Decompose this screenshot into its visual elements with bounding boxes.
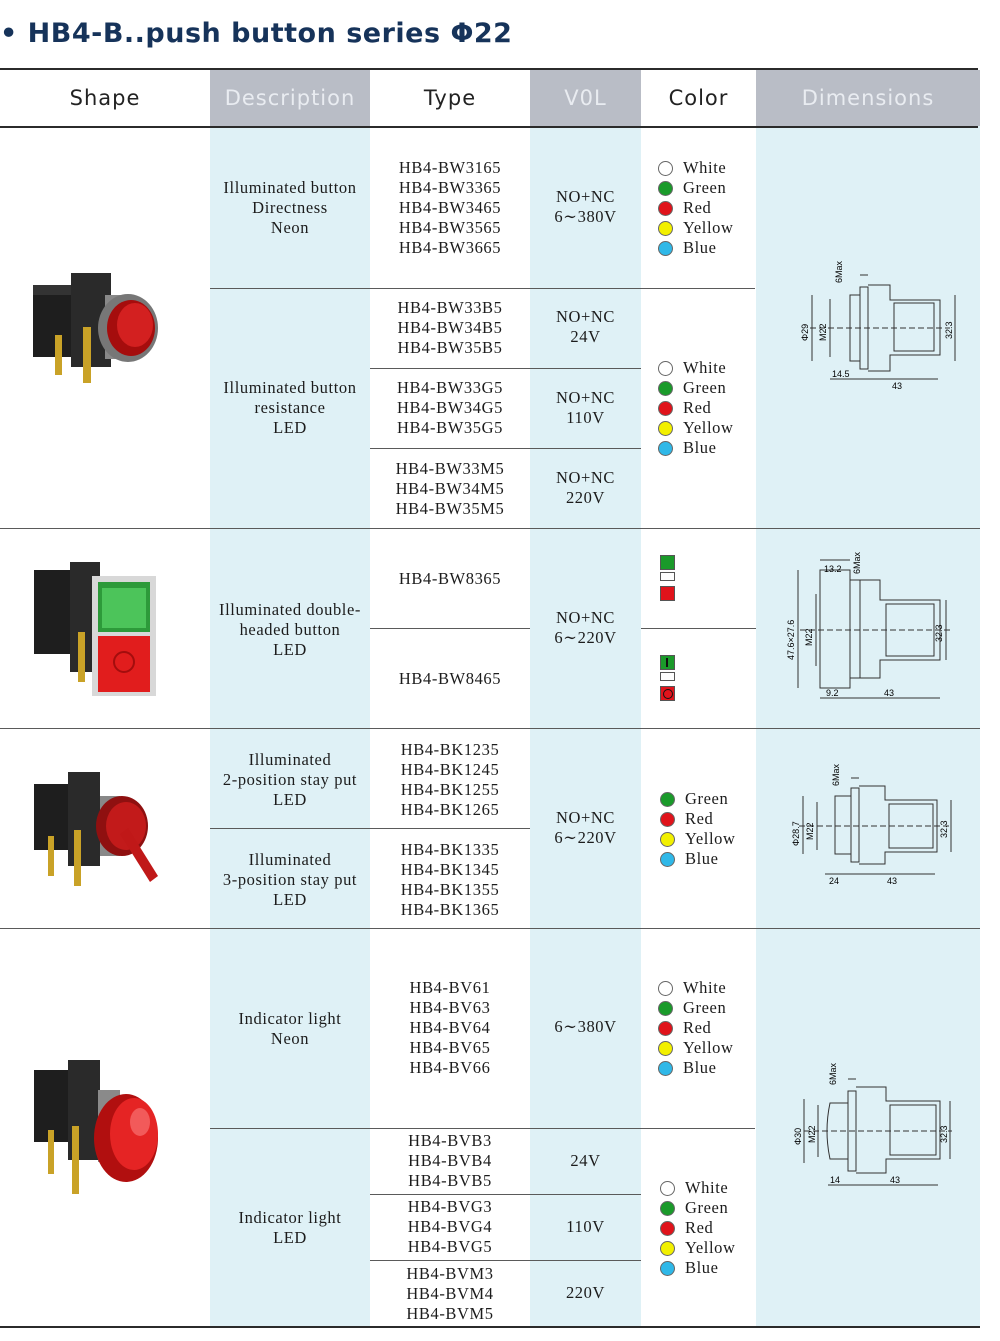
color-dot-icon — [658, 1001, 673, 1016]
color-label: Red — [683, 1018, 712, 1037]
header-shape — [0, 70, 210, 126]
double-headed-button-image — [30, 562, 165, 702]
type-code: HB4-BV64 — [409, 1018, 491, 1037]
header-color — [641, 70, 756, 126]
vol-cell — [530, 306, 641, 348]
color-list — [658, 976, 734, 1080]
bottom-rule — [0, 1326, 980, 1328]
color-item — [660, 1178, 736, 1198]
description-cell — [210, 748, 370, 812]
color-dot-icon — [658, 1061, 673, 1076]
color-label: Green — [683, 178, 727, 197]
type-code: HB4-BVG5 — [407, 1237, 493, 1256]
type-code: HB4-BW34B5 — [397, 318, 503, 337]
description-line: LED — [273, 1228, 307, 1247]
description-line: Directness — [252, 198, 328, 217]
color-item — [658, 998, 734, 1018]
type-code: HB4-BK1235 — [400, 740, 500, 759]
green-square-icon — [660, 555, 675, 570]
type-cell — [370, 376, 530, 440]
color-dot-icon — [658, 161, 673, 176]
color-item — [658, 1058, 734, 1078]
color-dot-icon — [658, 421, 673, 436]
color-label: Green — [683, 378, 727, 397]
description-line: Indicator light — [238, 1208, 342, 1227]
color-label: Yellow — [685, 1238, 736, 1257]
color-item — [660, 809, 736, 829]
type-code: HB4-BK1335 — [400, 840, 500, 859]
header-description — [210, 70, 370, 126]
vol-line: NO+NC — [555, 808, 616, 827]
type-code: HB4-BW34M5 — [395, 479, 505, 498]
color-list — [658, 356, 734, 460]
color-dot-icon — [660, 1241, 675, 1256]
vol-line: 110V — [566, 1217, 605, 1236]
vol-line: 24V — [570, 1151, 601, 1170]
type-code: HB4-BW3465 — [398, 198, 502, 217]
dim-label: 14.5 — [832, 369, 850, 379]
type-code: HB4-BK1245 — [400, 760, 500, 779]
type-cell — [370, 156, 530, 260]
color-label: White — [685, 1178, 729, 1197]
dim-label: 32.3 — [939, 820, 949, 838]
type-code: HB4-BW3665 — [398, 238, 502, 257]
type-cell — [370, 668, 530, 690]
page-title-text: HB4-B..push button series Φ22 — [27, 18, 513, 49]
type-code: HB4-BW3165 — [398, 158, 502, 177]
color-item — [660, 1198, 736, 1218]
type-code: HB4-BW33B5 — [397, 298, 503, 317]
type-code: HB4-BK1345 — [400, 860, 500, 879]
type-code: HB4-BW33M5 — [395, 459, 505, 478]
type-cell — [370, 1130, 530, 1192]
header-rule — [0, 126, 978, 128]
vol-line: 6∼380V — [554, 207, 617, 226]
color-item — [658, 158, 734, 178]
color-dot-icon — [658, 401, 673, 416]
dim-label: Φ30 — [793, 1127, 803, 1145]
type-code: HB4-BVB5 — [408, 1171, 492, 1190]
color-item — [660, 789, 736, 809]
color-item — [660, 849, 736, 869]
description-line: Neon — [270, 218, 310, 237]
color-label: Blue — [683, 1058, 717, 1077]
color-dot-icon — [658, 201, 673, 216]
dim-label: 43 — [892, 381, 903, 391]
subrow-separator — [370, 448, 641, 449]
type-code: HB4-BV66 — [409, 1058, 491, 1077]
dimension-drawing — [790, 255, 970, 395]
type-cell — [370, 568, 530, 590]
subrow-separator — [210, 1128, 755, 1129]
vol-line: 6∼220V — [554, 828, 617, 847]
color-dot-icon — [658, 181, 673, 196]
color-item — [658, 438, 734, 458]
vol-line: NO+NC — [555, 307, 616, 326]
dim-label: 14 — [830, 1175, 841, 1185]
type-code: HB4-BV63 — [409, 998, 491, 1017]
bar-mark-icon — [666, 658, 668, 667]
dim-label: M22 — [805, 822, 815, 840]
type-code: HB4-BVM4 — [406, 1284, 494, 1303]
color-list — [658, 156, 734, 260]
description-line: Illuminated — [248, 750, 332, 769]
selector-switch-image — [30, 770, 170, 895]
color-item — [658, 378, 734, 398]
vol-cell — [530, 1150, 641, 1172]
color-dot-icon — [660, 1221, 675, 1236]
type-code: HB4-BW8465 — [398, 669, 502, 688]
type-cell — [370, 976, 530, 1080]
dim-label: 13.2 — [824, 564, 842, 574]
type-code: HB4-BW35M5 — [395, 499, 505, 518]
color-dot-icon — [660, 792, 675, 807]
description-line: LED — [273, 640, 307, 659]
description-line: resistance — [254, 398, 326, 417]
description-line: Illuminated double- — [219, 600, 361, 619]
type-code: HB4-BW33G5 — [397, 378, 503, 397]
color-dot-icon — [660, 832, 675, 847]
type-code: HB4-BW8365 — [398, 569, 502, 588]
dim-label: M22 — [804, 628, 814, 646]
vol-cell — [530, 1016, 641, 1038]
type-code: HB4-BW34G5 — [397, 398, 503, 417]
description-line: Neon — [270, 1029, 310, 1048]
color-label: Red — [683, 198, 712, 217]
color-dot-icon — [660, 1201, 675, 1216]
group-separator — [0, 528, 980, 529]
description-cell — [210, 598, 370, 662]
color-label: White — [683, 158, 727, 177]
group-separator — [0, 728, 980, 729]
description-line: Indicator light — [238, 1009, 342, 1028]
type-cell — [370, 296, 530, 360]
description-cell — [210, 1008, 370, 1050]
dim-label: M22 — [818, 323, 828, 341]
description-line: Illuminated button — [223, 178, 357, 197]
dim-label: 6Max — [828, 1062, 838, 1085]
color-label: Yellow — [683, 418, 734, 437]
color-label: Red — [685, 809, 714, 828]
description-cell — [210, 848, 370, 912]
vol-cell — [530, 807, 641, 849]
type-code: HB4-BK1255 — [400, 780, 500, 799]
dim-label: 43 — [887, 876, 898, 886]
description-line: LED — [273, 418, 307, 437]
color-label: Green — [685, 789, 729, 808]
subrow-separator — [641, 628, 756, 629]
dimension-drawing — [790, 1055, 970, 1195]
color-label: Green — [685, 1198, 729, 1217]
description-line: 2-position stay put — [222, 770, 358, 789]
type-code: HB4-BW3365 — [398, 178, 502, 197]
color-label: Blue — [685, 1258, 719, 1277]
color-item — [658, 238, 734, 258]
color-item — [658, 358, 734, 378]
color-dot-icon — [660, 812, 675, 827]
vol-line: 6∼220V — [554, 628, 617, 647]
dim-label: 32.3 — [939, 1125, 949, 1143]
description-line: 3-position stay put — [222, 870, 358, 889]
type-cell — [370, 457, 530, 521]
band-vol — [530, 70, 641, 1326]
header-color-label: Color — [668, 86, 729, 110]
color-dot-icon — [658, 361, 673, 376]
color-dot-icon — [658, 981, 673, 996]
dim-label: 9.2 — [826, 688, 839, 698]
color-dot-icon — [658, 381, 673, 396]
subrow-separator — [370, 1194, 641, 1195]
type-code: HB4-BVB4 — [408, 1151, 492, 1170]
white-square-icon — [660, 672, 675, 681]
type-code: HB4-BVM5 — [406, 1304, 494, 1323]
type-code: HB4-BW3565 — [398, 218, 502, 237]
description-line: Illuminated — [248, 850, 332, 869]
dim-label: Φ29 — [800, 323, 810, 341]
vol-cell — [530, 186, 641, 228]
vol-line: 6∼380V — [554, 1017, 617, 1036]
type-code: HB4-BVB3 — [408, 1131, 492, 1150]
dim-label: 24 — [829, 876, 840, 886]
color-dot-icon — [658, 1021, 673, 1036]
type-cell — [370, 1263, 530, 1325]
type-code: HB4-BK1355 — [400, 880, 500, 899]
header-description-label: Description — [224, 86, 356, 110]
vol-cell — [530, 607, 641, 649]
color-item — [658, 198, 734, 218]
header-type-label: Type — [423, 86, 477, 110]
color-item — [658, 1038, 734, 1058]
vol-line: NO+NC — [555, 468, 616, 487]
color-label: Yellow — [683, 1038, 734, 1057]
color-label: Red — [683, 398, 712, 417]
color-label: Blue — [683, 238, 717, 257]
color-label: Red — [685, 1218, 714, 1237]
dimension-drawing — [785, 760, 965, 890]
type-code: HB4-BW35B5 — [397, 338, 503, 357]
circle-mark-icon — [663, 689, 673, 699]
color-label: Blue — [683, 438, 717, 457]
subrow-separator — [370, 368, 641, 369]
dim-label: M22 — [807, 1125, 817, 1143]
dim-label: 32.3 — [934, 624, 944, 642]
vol-line: 110V — [566, 408, 605, 427]
dim-label: 43 — [890, 1175, 901, 1185]
header-vol — [530, 70, 641, 126]
vol-cell — [530, 387, 641, 429]
color-dot-icon — [660, 1181, 675, 1196]
color-list — [660, 788, 736, 870]
red-square-icon — [660, 586, 675, 601]
vol-line: 220V — [565, 1283, 606, 1302]
color-item — [660, 1238, 736, 1258]
white-square-icon — [660, 572, 675, 581]
color-item — [658, 178, 734, 198]
color-item — [660, 829, 736, 849]
color-item — [660, 1218, 736, 1238]
description-line: LED — [273, 890, 307, 909]
color-dot-icon — [658, 221, 673, 236]
color-item — [660, 1258, 736, 1278]
color-label: White — [683, 358, 727, 377]
header-type — [370, 70, 530, 126]
dim-label: 6Max — [834, 260, 844, 283]
description-line: Illuminated button — [223, 378, 357, 397]
dim-label: 32.3 — [944, 321, 954, 339]
description-cell — [210, 348, 370, 468]
group-separator — [0, 928, 980, 929]
dim-label: Φ28.7 — [791, 821, 801, 846]
description-line: LED — [273, 790, 307, 809]
type-code: HB4-BVM3 — [406, 1264, 494, 1283]
title-bullet: • — [0, 18, 28, 49]
subrow-separator — [210, 828, 530, 829]
color-label: White — [683, 978, 727, 997]
color-label: Yellow — [685, 829, 736, 848]
header-dimensions-label: Dimensions — [801, 86, 935, 110]
type-cell — [370, 738, 530, 822]
color-list — [660, 1176, 736, 1280]
type-code: HB4-BV65 — [409, 1038, 491, 1057]
color-item — [658, 1018, 734, 1038]
color-item — [658, 398, 734, 418]
subrow-separator — [370, 1260, 641, 1261]
dim-label: 47.6×27.6 — [786, 619, 796, 660]
color-dot-icon — [660, 852, 675, 867]
vol-line: 220V — [565, 488, 606, 507]
description-cell — [210, 1207, 370, 1249]
color-item — [658, 218, 734, 238]
type-cell — [370, 838, 530, 922]
indicator-light-image — [30, 1060, 170, 1200]
green-bar-square-icon — [660, 655, 675, 670]
vol-line: NO+NC — [555, 608, 616, 627]
color-dot-icon — [660, 1261, 675, 1276]
color-label: Blue — [685, 849, 719, 868]
vol-cell — [530, 1216, 641, 1238]
dim-label: 6Max — [852, 551, 862, 574]
type-code: HB4-BV61 — [409, 978, 491, 997]
header-vol-label: V0L — [564, 86, 607, 110]
color-dot-icon — [658, 1041, 673, 1056]
subrow-separator — [210, 288, 755, 289]
color-dot-icon — [658, 441, 673, 456]
subrow-separator — [370, 628, 530, 629]
header-shape-label: Shape — [69, 86, 141, 110]
type-code: HB4-BK1265 — [400, 800, 500, 819]
type-code: HB4-BVG4 — [407, 1217, 493, 1236]
color-item — [658, 418, 734, 438]
vol-line: NO+NC — [555, 187, 616, 206]
type-code: HB4-BVG3 — [407, 1197, 493, 1216]
page-title — [0, 18, 512, 49]
header-dimensions — [756, 70, 980, 126]
red-circle-square-icon — [660, 686, 675, 701]
description-line: headed button — [239, 620, 341, 639]
illuminated-button-image — [25, 265, 170, 395]
dimension-drawing — [780, 550, 970, 710]
type-code: HB4-BK1365 — [400, 900, 500, 919]
type-cell — [370, 1196, 530, 1258]
color-label: Green — [683, 998, 727, 1017]
dim-label: 6Max — [831, 763, 841, 786]
color-dot-icon — [658, 241, 673, 256]
vol-line: 24V — [570, 327, 601, 346]
description-cell — [210, 148, 370, 268]
vol-cell — [530, 467, 641, 509]
color-item — [658, 978, 734, 998]
color-label: Yellow — [683, 218, 734, 237]
vol-cell — [530, 1282, 641, 1304]
type-code: HB4-BW35G5 — [397, 418, 503, 437]
dim-label: 43 — [884, 688, 895, 698]
vol-line: NO+NC — [555, 388, 616, 407]
